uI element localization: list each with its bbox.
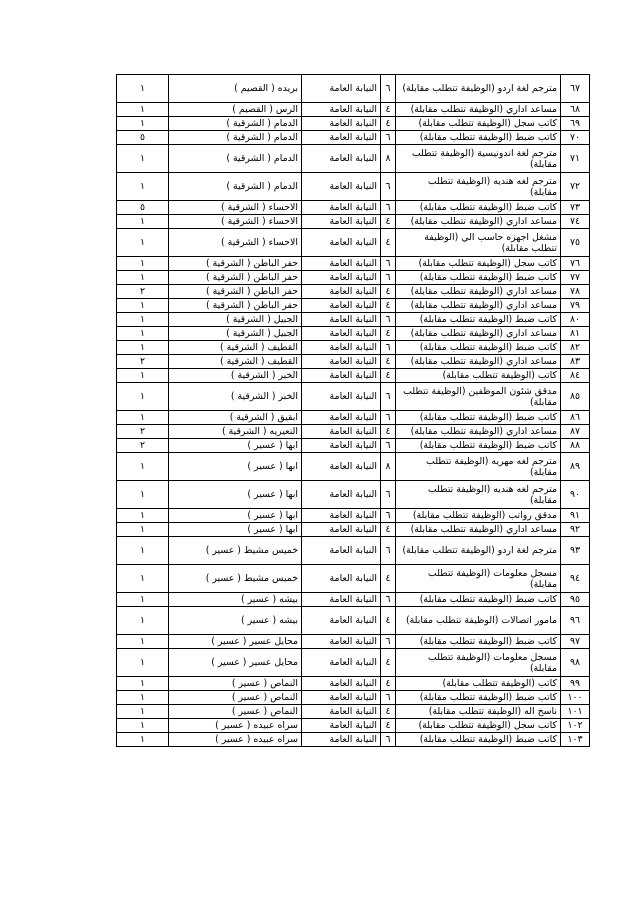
table-row: [117, 733, 590, 747]
vacancy-count-cell: ١: [117, 117, 169, 131]
row-number-cell: ٦٩: [561, 117, 590, 131]
job-level-cell: ٤: [381, 565, 396, 593]
row-number-cell: ٩٦: [561, 607, 590, 635]
department-cell: النيابة العامة: [302, 103, 381, 117]
table-row: [117, 705, 590, 719]
job-title-cell: كاتب (الوظيفة تتطلب مقابلة): [396, 369, 561, 383]
row-number-cell: ٨٢: [561, 341, 590, 355]
job-level-cell: ٦: [381, 411, 396, 425]
table-row: [117, 145, 590, 173]
department-cell: النيابة العامة: [302, 341, 381, 355]
vacancy-count-cell: ١: [117, 635, 169, 649]
job-title-cell: مساعد اداري (الوظيفة تتطلب مقابلة): [396, 215, 561, 229]
job-level-cell: ٤: [381, 719, 396, 733]
row-number-cell: ٦٨: [561, 103, 590, 117]
department-cell: النيابة العامة: [302, 285, 381, 299]
table-row: [117, 439, 590, 453]
job-title-cell: كاتب سجل (الوظيفة تتطلب مقابلة): [396, 117, 561, 131]
department-cell: النيابة العامة: [302, 649, 381, 677]
department-cell: النيابة العامة: [302, 145, 381, 173]
job-title-cell: مامور اتصالات (الوظيفة تتطلب مقابلة): [396, 607, 561, 635]
location-cell: الجبيل ( الشرقية ): [169, 327, 302, 341]
vacancy-count-cell: ١: [117, 705, 169, 719]
row-number-cell: ٧٢: [561, 173, 590, 201]
department-cell: النيابة العامة: [302, 383, 381, 411]
location-cell: القطيف ( الشرقية ): [169, 341, 302, 355]
table-row: [117, 425, 590, 439]
job-title-cell: مسجل معلومات (الوظيفة تتطلب مقابلة): [396, 565, 561, 593]
job-level-cell: ٦: [381, 509, 396, 523]
department-cell: النيابة العامة: [302, 593, 381, 607]
job-title-cell: مساعد اداري (الوظيفة تتطلب مقابلة): [396, 425, 561, 439]
vacancy-count-cell: ١: [117, 369, 169, 383]
vacancy-count-cell: ١: [117, 257, 169, 271]
location-cell: الدمام ( الشرقية ): [169, 145, 302, 173]
location-cell: ابها ( عسير ): [169, 439, 302, 453]
vacancy-count-cell: ١: [117, 271, 169, 285]
vacancy-count-cell: ١: [117, 691, 169, 705]
vacancy-count-cell: ١: [117, 677, 169, 691]
jobs-table: [116, 74, 590, 747]
table-row: [117, 635, 590, 649]
vacancy-count-cell: ١: [117, 75, 169, 103]
table-row: [117, 677, 590, 691]
row-number-cell: ٧٥: [561, 229, 590, 257]
department-cell: النيابة العامة: [302, 229, 381, 257]
job-title-cell: مساعد اداري (الوظيفة تتطلب مقابلة): [396, 103, 561, 117]
job-title-cell: كاتب ضبط (الوظيفة تتطلب مقابلة): [396, 341, 561, 355]
vacancy-count-cell: ١: [117, 509, 169, 523]
department-cell: النيابة العامة: [302, 313, 381, 327]
job-title-cell: مترجم لغة اندونيسية (الوظيفة تتطلب مقابلة): [396, 145, 561, 173]
location-cell: الدمام ( الشرقية ): [169, 173, 302, 201]
department-cell: النيابة العامة: [302, 327, 381, 341]
table-row: [117, 131, 590, 145]
vacancy-count-cell: ١: [117, 719, 169, 733]
row-number-cell: ٩١: [561, 509, 590, 523]
vacancy-count-cell: ١: [117, 341, 169, 355]
location-cell: النماص ( عسير ): [169, 691, 302, 705]
row-number-cell: ٦٧: [561, 75, 590, 103]
location-cell: بريده ( القصيم ): [169, 75, 302, 103]
vacancy-count-cell: ١: [117, 481, 169, 509]
job-level-cell: ٦: [381, 341, 396, 355]
job-level-cell: ٤: [381, 229, 396, 257]
table-row: [117, 103, 590, 117]
job-level-cell: ٦: [381, 271, 396, 285]
table-row: [117, 369, 590, 383]
location-cell: الجبيل ( الشرقية ): [169, 313, 302, 327]
location-cell: حفر الباطن ( الشرقية ): [169, 271, 302, 285]
row-number-cell: ٨٤: [561, 369, 590, 383]
table-row: [117, 257, 590, 271]
job-title-cell: مساعد اداري (الوظيفة تتطلب مقابلة): [396, 285, 561, 299]
row-number-cell: ٨٣: [561, 355, 590, 369]
row-number-cell: ٧٠: [561, 131, 590, 145]
row-number-cell: ٩٥: [561, 593, 590, 607]
vacancy-count-cell: ١: [117, 229, 169, 257]
row-number-cell: ٨٥: [561, 383, 590, 411]
location-cell: الاحساء ( الشرقية ): [169, 215, 302, 229]
department-cell: النيابة العامة: [302, 481, 381, 509]
job-level-cell: ٨: [381, 145, 396, 173]
department-cell: النيابة العامة: [302, 369, 381, 383]
department-cell: النيابة العامة: [302, 719, 381, 733]
department-cell: النيابة العامة: [302, 257, 381, 271]
table-row: [117, 201, 590, 215]
job-title-cell: ناسخ اله (الوظيفة تتطلب مقابلة): [396, 705, 561, 719]
job-level-cell: ٦: [381, 75, 396, 103]
row-number-cell: ٨٨: [561, 439, 590, 453]
job-level-cell: ٨: [381, 453, 396, 481]
table-row: [117, 411, 590, 425]
location-cell: الاحساء ( الشرقية ): [169, 201, 302, 215]
row-number-cell: ٨٧: [561, 425, 590, 439]
row-number-cell: ٧١: [561, 145, 590, 173]
table-row: [117, 607, 590, 635]
vacancy-count-cell: ١: [117, 383, 169, 411]
job-level-cell: ٦: [381, 131, 396, 145]
department-cell: النيابة العامة: [302, 131, 381, 145]
job-level-cell: ٤: [381, 117, 396, 131]
department-cell: النيابة العامة: [302, 117, 381, 131]
table-row: [117, 537, 590, 565]
row-number-cell: ٩٣: [561, 537, 590, 565]
vacancy-count-cell: ١: [117, 593, 169, 607]
vacancy-count-cell: ١: [117, 649, 169, 677]
job-title-cell: كاتب ضبط (الوظيفة تتطلب مقابلة): [396, 439, 561, 453]
department-cell: النيابة العامة: [302, 173, 381, 201]
row-number-cell: ٧٩: [561, 299, 590, 313]
job-level-cell: ٤: [381, 649, 396, 677]
location-cell: سراه عبيده ( عسير ): [169, 719, 302, 733]
job-title-cell: مساعد اداري (الوظيفة تتطلب مقابلة): [396, 327, 561, 341]
job-title-cell: مشغل اجهزه حاسب الي (الوظيفة تتطلب مقابلة): [396, 229, 561, 257]
job-level-cell: ٤: [381, 299, 396, 313]
vacancy-count-cell: ١: [117, 299, 169, 313]
location-cell: خميس مشيط ( عسير ): [169, 565, 302, 593]
location-cell: حفر الباطن ( الشرقية ): [169, 285, 302, 299]
row-number-cell: ٩٢: [561, 523, 590, 537]
location-cell: سراه عبيده ( عسير ): [169, 733, 302, 747]
job-title-cell: كاتب ضبط (الوظيفة تتطلب مقابلة): [396, 131, 561, 145]
row-number-cell: ٩٧: [561, 635, 590, 649]
job-level-cell: ٦: [381, 383, 396, 411]
department-cell: النيابة العامة: [302, 677, 381, 691]
job-level-cell: ٤: [381, 285, 396, 299]
location-cell: الدمام ( الشرقية ): [169, 117, 302, 131]
job-title-cell: كاتب سجل (الوظيفة تتطلب مقابلة): [396, 257, 561, 271]
job-level-cell: ٤: [381, 425, 396, 439]
row-number-cell: ٨٠: [561, 313, 590, 327]
job-title-cell: كاتب (الوظيفة تتطلب مقابلة): [396, 677, 561, 691]
row-number-cell: ٩٤: [561, 565, 590, 593]
department-cell: النيابة العامة: [302, 439, 381, 453]
job-level-cell: ٦: [381, 481, 396, 509]
vacancy-count-cell: ١: [117, 327, 169, 341]
job-level-cell: ٦: [381, 635, 396, 649]
job-title-cell: مترجم لغه مهريه (الوظيفة تتطلب مقابلة): [396, 453, 561, 481]
table-row: [117, 229, 590, 257]
vacancy-count-cell: ١: [117, 411, 169, 425]
row-number-cell: ٧٣: [561, 201, 590, 215]
location-cell: بيشه ( عسير ): [169, 593, 302, 607]
job-level-cell: ٦: [381, 257, 396, 271]
table-row: [117, 215, 590, 229]
table-row: [117, 453, 590, 481]
department-cell: النيابة العامة: [302, 425, 381, 439]
job-title-cell: مساعد اداري (الوظيفة تتطلب مقابلة): [396, 355, 561, 369]
vacancy-count-cell: ١: [117, 313, 169, 327]
location-cell: ابقيق ( الشرقية ): [169, 411, 302, 425]
location-cell: حفر الباطن ( الشرقية ): [169, 299, 302, 313]
job-level-cell: ٤: [381, 369, 396, 383]
vacancy-count-cell: ١: [117, 215, 169, 229]
table-row: [117, 299, 590, 313]
job-level-cell: ٦: [381, 593, 396, 607]
department-cell: النيابة العامة: [302, 271, 381, 285]
row-number-cell: ٩٩: [561, 677, 590, 691]
department-cell: النيابة العامة: [302, 453, 381, 481]
table-row: [117, 649, 590, 677]
location-cell: النماص ( عسير ): [169, 677, 302, 691]
job-title-cell: كاتب ضبط (الوظيفة تتطلب مقابلة): [396, 411, 561, 425]
department-cell: النيابة العامة: [302, 411, 381, 425]
location-cell: الدمام ( الشرقية ): [169, 131, 302, 145]
department-cell: النيابة العامة: [302, 733, 381, 747]
job-level-cell: ٤: [381, 607, 396, 635]
location-cell: النعيريه ( الشرقية ): [169, 425, 302, 439]
row-number-cell: ٩٨: [561, 649, 590, 677]
table-row: [117, 719, 590, 733]
location-cell: الخبر ( الشرقية ): [169, 369, 302, 383]
department-cell: النيابة العامة: [302, 75, 381, 103]
job-title-cell: كاتب ضبط (الوظيفة تتطلب مقابلة): [396, 733, 561, 747]
department-cell: النيابة العامة: [302, 509, 381, 523]
row-number-cell: ٩٠: [561, 481, 590, 509]
job-level-cell: ٤: [381, 327, 396, 341]
department-cell: النيابة العامة: [302, 607, 381, 635]
location-cell: محايل عسير ( عسير ): [169, 635, 302, 649]
job-level-cell: ٦: [381, 173, 396, 201]
table-row: [117, 383, 590, 411]
table-row: [117, 271, 590, 285]
table-row: [117, 565, 590, 593]
row-number-cell: ١٠٢: [561, 719, 590, 733]
vacancy-count-cell: ١: [117, 173, 169, 201]
job-title-cell: مترجم لغة اردو (الوظيفة تتطلب مقابلة): [396, 537, 561, 565]
job-level-cell: ٦: [381, 201, 396, 215]
department-cell: النيابة العامة: [302, 537, 381, 565]
job-level-cell: ٦: [381, 733, 396, 747]
department-cell: النيابة العامة: [302, 201, 381, 215]
vacancy-count-cell: ١: [117, 733, 169, 747]
location-cell: خميس مشيط ( عسير ): [169, 537, 302, 565]
job-level-cell: ٤: [381, 523, 396, 537]
job-title-cell: كاتب سجل (الوظيفة تتطلب مقابلة): [396, 719, 561, 733]
vacancy-count-cell: ١: [117, 565, 169, 593]
row-number-cell: ٨١: [561, 327, 590, 341]
department-cell: النيابة العامة: [302, 215, 381, 229]
job-level-cell: ٤: [381, 677, 396, 691]
table-row: [117, 481, 590, 509]
job-title-cell: مسجل معلومات (الوظيفة تتطلب مقابلة): [396, 649, 561, 677]
job-title-cell: كاتب ضبط (الوظيفة تتطلب مقابلة): [396, 313, 561, 327]
location-cell: الرس ( القصيم ): [169, 103, 302, 117]
job-level-cell: ٤: [381, 705, 396, 719]
vacancy-count-cell: ١: [117, 537, 169, 565]
location-cell: الخبر ( الشرقية ): [169, 383, 302, 411]
row-number-cell: ١٠٣: [561, 733, 590, 747]
job-level-cell: ٦: [381, 537, 396, 565]
table-row: [117, 285, 590, 299]
table-row: [117, 593, 590, 607]
department-cell: النيابة العامة: [302, 705, 381, 719]
table-row: [117, 327, 590, 341]
job-title-cell: مساعد اداري (الوظيفة تتطلب مقابلة): [396, 299, 561, 313]
job-title-cell: كاتب ضبط (الوظيفة تتطلب مقابلة): [396, 201, 561, 215]
jobs-table-body: [117, 75, 590, 747]
location-cell: ابها ( عسير ): [169, 453, 302, 481]
table-row: [117, 341, 590, 355]
department-cell: النيابة العامة: [302, 565, 381, 593]
vacancy-count-cell: ٥: [117, 131, 169, 145]
job-level-cell: ٤: [381, 215, 396, 229]
location-cell: ابها ( عسير ): [169, 509, 302, 523]
vacancy-count-cell: ٢: [117, 425, 169, 439]
table-row: [117, 75, 590, 103]
vacancy-count-cell: ٥: [117, 201, 169, 215]
job-title-cell: كاتب ضبط (الوظيفة تتطلب مقابلة): [396, 691, 561, 705]
location-cell: محايل عسير ( عسير ): [169, 649, 302, 677]
row-number-cell: ٨٩: [561, 453, 590, 481]
job-title-cell: كاتب ضبط (الوظيفة تتطلب مقابلة): [396, 635, 561, 649]
vacancy-count-cell: ٢: [117, 439, 169, 453]
row-number-cell: ٧٨: [561, 285, 590, 299]
location-cell: ابها ( عسير ): [169, 481, 302, 509]
department-cell: النيابة العامة: [302, 299, 381, 313]
table-row: [117, 691, 590, 705]
table-row: [117, 509, 590, 523]
location-cell: حفر الباطن ( الشرقية ): [169, 257, 302, 271]
vacancy-count-cell: ١: [117, 103, 169, 117]
location-cell: النماص ( عسير ): [169, 705, 302, 719]
job-title-cell: مترجم لغه هنديه (الوظيفة تتطلب مقابلة): [396, 481, 561, 509]
row-number-cell: ١٠٠: [561, 691, 590, 705]
department-cell: النيابة العامة: [302, 635, 381, 649]
department-cell: النيابة العامة: [302, 355, 381, 369]
job-level-cell: ٦: [381, 691, 396, 705]
location-cell: الاحساء ( الشرقية ): [169, 229, 302, 257]
job-level-cell: ٤: [381, 103, 396, 117]
vacancy-count-cell: ١: [117, 607, 169, 635]
location-cell: القطيف ( الشرقية ): [169, 355, 302, 369]
job-title-cell: كاتب ضبط (الوظيفة تتطلب مقابلة): [396, 271, 561, 285]
table-row: [117, 117, 590, 131]
row-number-cell: ٧٤: [561, 215, 590, 229]
vacancy-count-cell: ١: [117, 145, 169, 173]
vacancy-count-cell: ١: [117, 453, 169, 481]
department-cell: النيابة العامة: [302, 691, 381, 705]
table-row: [117, 313, 590, 327]
location-cell: ابها ( عسير ): [169, 523, 302, 537]
job-title-cell: مترجم لغه هنديه (الوظيفة تتطلب مقابلة): [396, 173, 561, 201]
row-number-cell: ٧٧: [561, 271, 590, 285]
job-title-cell: مترجم لغة اردو (الوظيفة تتطلب مقابلة): [396, 75, 561, 103]
row-number-cell: ١٠١: [561, 705, 590, 719]
job-level-cell: ٦: [381, 313, 396, 327]
table-row: [117, 523, 590, 537]
job-level-cell: ٤: [381, 355, 396, 369]
table-row: [117, 355, 590, 369]
vacancy-count-cell: ١: [117, 523, 169, 537]
job-title-cell: مدقق رواتب (الوظيفة تتطلب مقابلة): [396, 509, 561, 523]
table-row: [117, 173, 590, 201]
job-level-cell: ٦: [381, 439, 396, 453]
row-number-cell: ٧٦: [561, 257, 590, 271]
job-title-cell: مساعد اداري (الوظيفة تتطلب مقابلة): [396, 523, 561, 537]
job-title-cell: كاتب ضبط (الوظيفة تتطلب مقابلة): [396, 593, 561, 607]
vacancy-count-cell: ٢: [117, 355, 169, 369]
row-number-cell: ٨٦: [561, 411, 590, 425]
job-title-cell: مدقق شئون الموظفين (الوظيفة تتطلب مقابلة): [396, 383, 561, 411]
vacancy-count-cell: ٢: [117, 285, 169, 299]
department-cell: النيابة العامة: [302, 523, 381, 537]
location-cell: بيشه ( عسير ): [169, 607, 302, 635]
